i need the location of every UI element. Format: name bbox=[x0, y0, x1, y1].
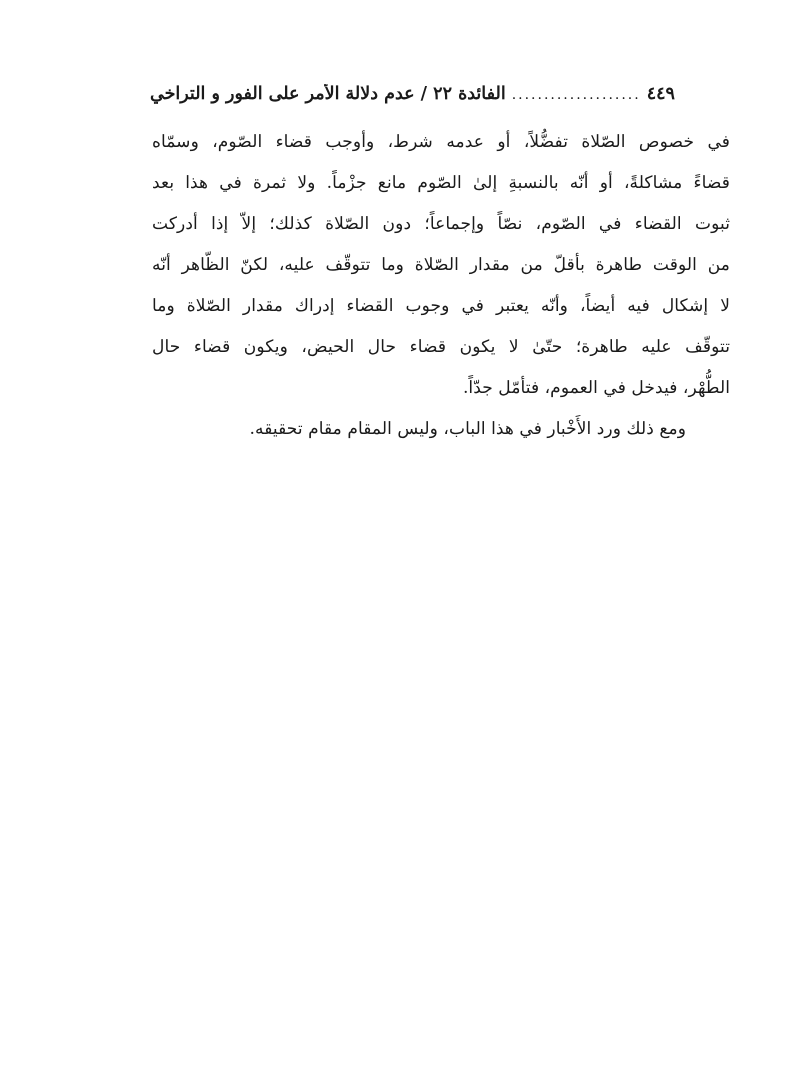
text-line: لا إشكال فيه أيضاً، وأنّه يعتبر في وجوب القضاء إدراك مقدار الصّلاة وما bbox=[152, 296, 730, 316]
page-number: ٤٤٩ bbox=[646, 84, 675, 104]
running-header bbox=[150, 84, 730, 112]
main-text bbox=[152, 122, 730, 450]
chapter-title: الفائدة ٢٢ / عدم دلالة الأمر على الفور و التراخي bbox=[150, 84, 506, 104]
text-line: من الوقت طاهرة بأقلّ من مقدار الصّلاة وما تتوقّف عليه، لكنّ الظّاهر أنّه bbox=[152, 255, 730, 275]
leader-dots: .................... bbox=[511, 87, 641, 103]
text-line: ثبوت القضاء في الصّوم، نصّاً وإجماعاً؛ دون الصّلاة كذلك؛ إلاّ إذا أدركت bbox=[152, 214, 730, 234]
text-line-last: الطُّهْر، فيدخل في العموم، فتأمّل جدّاً. bbox=[462, 378, 730, 398]
paragraph-two: ومع ذلك ورد الأَخْبار في هذا الباب، وليس المقام مقام تحقيقه. bbox=[249, 419, 686, 439]
text-line: في خصوص الصّلاة تفضُّلاً، أو عدمه شرط، وأوجب قضاء الصّوم، وسمّاه bbox=[152, 132, 730, 152]
text-line: قضاءً مشاكلةً، أو أنّه بالنسبةِ إلىٰ الصّوم مانع جزْماً. ولا ثمرة في هذا بعد bbox=[152, 173, 730, 193]
text-line: تتوقّف عليه طاهرة؛ حتّىٰ لا يكون قضاء حال الحيض، ويكون قضاء حال bbox=[152, 337, 730, 357]
